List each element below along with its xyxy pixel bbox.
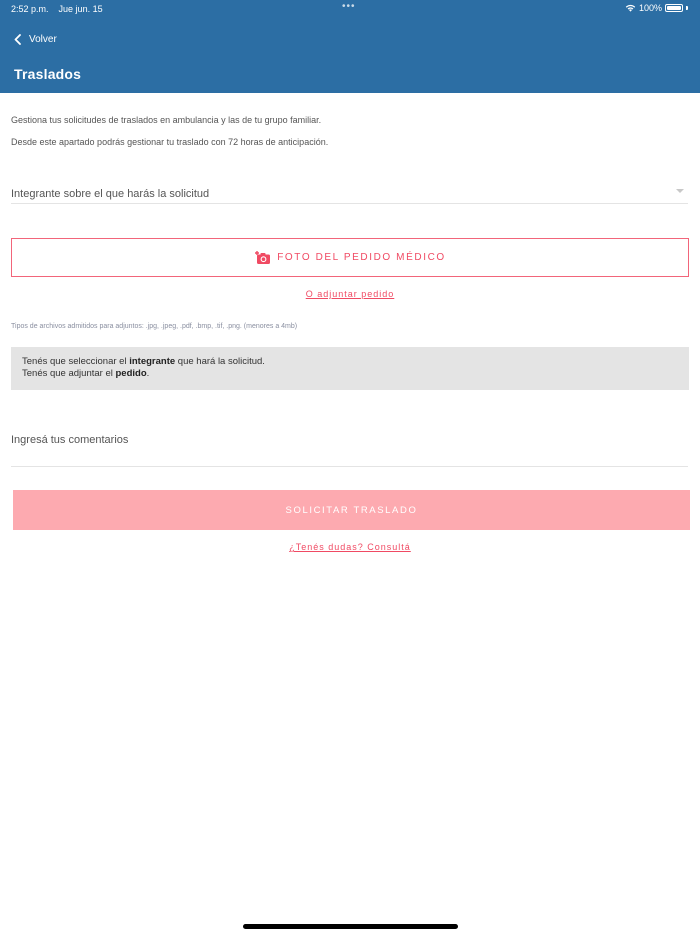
app-header <box>0 0 700 93</box>
page-title: Traslados <box>14 66 82 82</box>
home-indicator[interactable] <box>243 924 458 929</box>
validation-alert <box>11 347 689 390</box>
chevron-left-icon <box>14 34 21 45</box>
multitasking-dots-icon[interactable]: ••• <box>342 1 356 12</box>
request-transfer-button[interactable]: SOLICITAR TRASLADO <box>13 490 690 530</box>
status-time-text: 2:52 p.m. <box>11 4 49 14</box>
member-select-placeholder: Integrante sobre el que harás la solicitud <box>11 188 210 200</box>
attach-order-link[interactable]: O adjuntar pedido <box>305 289 395 299</box>
intro-text-1: Gestiona tus solicitudes de traslados en ambulancia y las de tu grupo familiar. <box>11 115 322 125</box>
member-select[interactable] <box>11 184 688 204</box>
battery-icon <box>665 4 683 12</box>
comments-field[interactable] <box>11 430 688 467</box>
dropdown-caret-icon <box>676 189 684 193</box>
status-indicators <box>625 3 688 13</box>
battery-tip <box>686 6 688 10</box>
photo-button-label: FOTO DEL PEDIDO MÉDICO <box>277 252 446 263</box>
comments-placeholder: Ingresá tus comentarios <box>11 434 129 446</box>
back-button[interactable] <box>14 34 57 45</box>
status-date: Jue jun. 15 <box>58 4 103 14</box>
help-consult-link[interactable]: ¿Tenés dudas? Consultá <box>289 542 411 552</box>
file-types-note: Tipos de archivos admitidos para adjuntos: .jpg, .jpeg, .pdf, .bmp, .tif, .png. (menores a 4mb) <box>11 323 298 330</box>
add-photo-camera-icon <box>254 250 271 265</box>
alert-line2-prefix: Tenés que adjuntar el <box>22 368 116 379</box>
alert-line1-bold: integrante <box>129 356 176 367</box>
alert-line2-suffix: . <box>146 368 150 379</box>
status-time <box>11 4 103 14</box>
back-label: Volver <box>29 34 57 45</box>
alert-line-member <box>22 356 689 368</box>
photo-medical-order-button[interactable] <box>11 238 689 277</box>
alert-line1-suffix: que hará la solicitud. <box>175 356 265 367</box>
alert-line1-prefix: Tenés que seleccionar el <box>22 356 130 367</box>
wifi-icon <box>625 4 636 12</box>
battery-percent: 100% <box>638 3 662 13</box>
intro-text-2: Desde este apartado podrás gestionar tu traslado con 72 horas de anticipación. <box>11 137 329 147</box>
alert-line2-bold: pedido <box>115 368 147 379</box>
status-bar <box>0 0 700 18</box>
alert-line-order <box>22 368 689 380</box>
